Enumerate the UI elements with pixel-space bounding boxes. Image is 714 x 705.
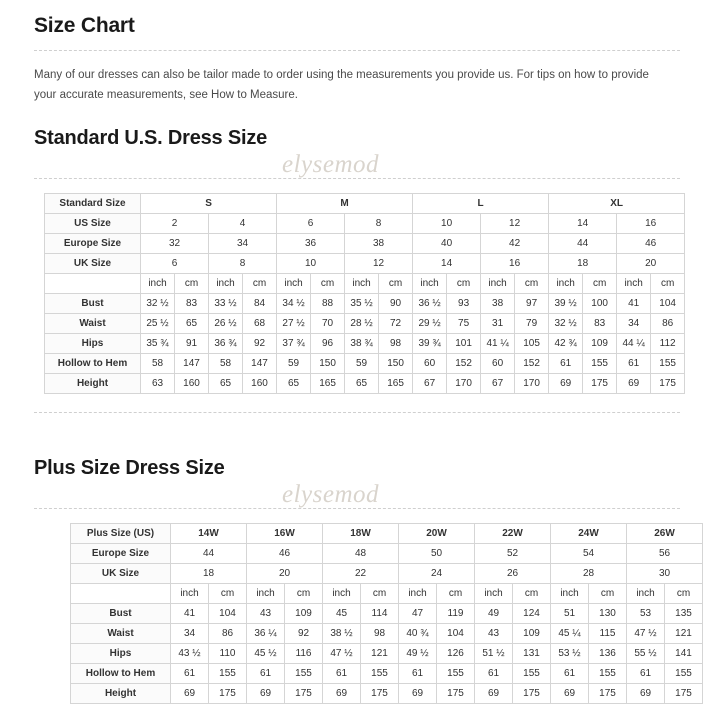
- cell: 29 ½: [413, 314, 447, 334]
- cell: 115: [589, 624, 627, 644]
- plus-size-20w: 20W: [399, 524, 475, 544]
- cell: 38: [481, 294, 515, 314]
- cell: 43: [247, 604, 285, 624]
- row-label: UK Size: [45, 254, 141, 274]
- cell: 14: [549, 214, 617, 234]
- cell: 147: [243, 354, 277, 374]
- cell: 155: [589, 664, 627, 684]
- cell: 126: [437, 644, 475, 664]
- row-label: Height: [71, 684, 171, 704]
- cell: 58: [209, 354, 243, 374]
- cell: 38 ¾: [345, 334, 379, 354]
- table-row: [71, 544, 703, 564]
- cell: 112: [651, 334, 685, 354]
- cell: 40: [413, 234, 481, 254]
- cell: 53 ½: [551, 644, 589, 664]
- cell: 34: [171, 624, 209, 644]
- group-l: L: [413, 194, 549, 214]
- table-row: [45, 334, 685, 354]
- cell: 83: [175, 294, 209, 314]
- table-row-units: [45, 274, 685, 294]
- row-label: Bust: [45, 294, 141, 314]
- cell: 86: [651, 314, 685, 334]
- cell: 110: [209, 644, 247, 664]
- cell: 25 ½: [141, 314, 175, 334]
- cell: 130: [589, 604, 627, 624]
- table-row: [45, 234, 685, 254]
- table-row: [71, 684, 703, 704]
- cell: 12: [481, 214, 549, 234]
- cell: 49: [475, 604, 513, 624]
- table-row: [45, 374, 685, 394]
- cell: 42: [481, 234, 549, 254]
- cell: 65: [345, 374, 379, 394]
- cell: 10: [413, 214, 481, 234]
- cell: 105: [515, 334, 549, 354]
- standard-size-section: [34, 127, 680, 413]
- cell: 131: [513, 644, 551, 664]
- cell: 160: [175, 374, 209, 394]
- unit-cell: cm: [209, 584, 247, 604]
- cell: 35 ½: [345, 294, 379, 314]
- row-label: Hips: [45, 334, 141, 354]
- plus-header-label: Plus Size (US): [71, 524, 171, 544]
- plus-size-14w: 14W: [171, 524, 247, 544]
- table-row: [45, 214, 685, 234]
- cell: 69: [617, 374, 651, 394]
- cell: 18: [171, 564, 247, 584]
- cell: 165: [311, 374, 345, 394]
- cell: 58: [141, 354, 175, 374]
- table-row-sizes: [71, 524, 703, 544]
- cell: 36: [277, 234, 345, 254]
- cell: 100: [583, 294, 617, 314]
- group-s: S: [141, 194, 277, 214]
- cell: 90: [379, 294, 413, 314]
- unit-cell: inch: [323, 584, 361, 604]
- standard-size-table: [44, 193, 685, 394]
- cell: 55 ½: [627, 644, 665, 664]
- cell: 155: [437, 664, 475, 684]
- cell: 96: [311, 334, 345, 354]
- cell: 114: [361, 604, 399, 624]
- table-row: [45, 314, 685, 334]
- plus-size-24w: 24W: [551, 524, 627, 544]
- cell: 152: [447, 354, 481, 374]
- unit-cell: cm: [175, 274, 209, 294]
- unit-cell: inch: [549, 274, 583, 294]
- cell: 124: [513, 604, 551, 624]
- standard-bottom-divider: [34, 412, 680, 413]
- row-label: Europe Size: [71, 544, 171, 564]
- cell: 116: [285, 644, 323, 664]
- cell: 63: [141, 374, 175, 394]
- cell: 16: [481, 254, 549, 274]
- cell: 135: [665, 604, 703, 624]
- cell: 26 ½: [209, 314, 243, 334]
- table-row: [45, 294, 685, 314]
- cell: 41: [617, 294, 651, 314]
- cell: 170: [515, 374, 549, 394]
- cell: 147: [175, 354, 209, 374]
- cell: 43 ½: [171, 644, 209, 664]
- cell: 175: [589, 684, 627, 704]
- unit-cell: cm: [379, 274, 413, 294]
- plus-size-22w: 22W: [475, 524, 551, 544]
- cell: 98: [361, 624, 399, 644]
- cell: 44: [171, 544, 247, 564]
- cell: 65: [277, 374, 311, 394]
- row-label: Hips: [71, 644, 171, 664]
- cell: 61: [247, 664, 285, 684]
- cell: 155: [513, 664, 551, 684]
- cell: 6: [141, 254, 209, 274]
- cell: 36 ¾: [209, 334, 243, 354]
- cell: 69: [549, 374, 583, 394]
- row-label: Hollow to Hem: [71, 664, 171, 684]
- cell: 33 ½: [209, 294, 243, 314]
- cell: 104: [437, 624, 475, 644]
- cell: 61: [171, 664, 209, 684]
- cell: 155: [361, 664, 399, 684]
- cell: 92: [243, 334, 277, 354]
- cell: 109: [513, 624, 551, 644]
- cell: 69: [323, 684, 361, 704]
- cell: 43: [475, 624, 513, 644]
- plus-size-table: [70, 523, 703, 704]
- cell: 61: [627, 664, 665, 684]
- cell: 51: [551, 604, 589, 624]
- row-label: Height: [45, 374, 141, 394]
- row-label: Waist: [71, 624, 171, 644]
- cell: 24: [399, 564, 475, 584]
- table-row: [71, 644, 703, 664]
- cell: 121: [665, 624, 703, 644]
- unit-cell: inch: [617, 274, 651, 294]
- cell: 155: [665, 664, 703, 684]
- unit-cell: cm: [651, 274, 685, 294]
- cell: 61: [551, 664, 589, 684]
- cell: 18: [549, 254, 617, 274]
- cell: 39 ¾: [413, 334, 447, 354]
- cell: 46: [247, 544, 323, 564]
- unit-cell: cm: [243, 274, 277, 294]
- standard-divider: [34, 178, 680, 179]
- cell: 152: [515, 354, 549, 374]
- unit-cell: inch: [481, 274, 515, 294]
- cell: 165: [379, 374, 413, 394]
- cell: 175: [583, 374, 617, 394]
- standard-section-heading: Standard U.S. Dress Size: [34, 127, 268, 150]
- unit-cell: inch: [141, 274, 175, 294]
- standard-header-label: Standard Size: [45, 194, 141, 214]
- table-row: [71, 664, 703, 684]
- cell: 175: [513, 684, 551, 704]
- cell: 160: [243, 374, 277, 394]
- unit-cell: inch: [475, 584, 513, 604]
- cell: 119: [437, 604, 475, 624]
- cell: 61: [323, 664, 361, 684]
- table-row: [45, 254, 685, 274]
- cell: 44: [549, 234, 617, 254]
- cell: 86: [209, 624, 247, 644]
- cell: 69: [551, 684, 589, 704]
- cell: 98: [379, 334, 413, 354]
- table-row-units: [71, 584, 703, 604]
- cell: 30: [627, 564, 703, 584]
- cell: 67: [481, 374, 515, 394]
- unit-cell: cm: [589, 584, 627, 604]
- unit-cell: inch: [345, 274, 379, 294]
- cell: 14: [413, 254, 481, 274]
- title-divider: [34, 50, 680, 51]
- watermark-standard: elysemod: [282, 151, 380, 179]
- cell: 136: [589, 644, 627, 664]
- cell: 22: [323, 564, 399, 584]
- unit-cell: cm: [665, 584, 703, 604]
- cell: 8: [345, 214, 413, 234]
- cell: 97: [515, 294, 549, 314]
- unit-cell: cm: [311, 274, 345, 294]
- cell: 65: [209, 374, 243, 394]
- cell: 61: [399, 664, 437, 684]
- cell: 39 ½: [549, 294, 583, 314]
- cell: 20: [617, 254, 685, 274]
- unit-cell: cm: [583, 274, 617, 294]
- cell: 36 ½: [413, 294, 447, 314]
- group-xl: XL: [549, 194, 685, 214]
- cell: 16: [617, 214, 685, 234]
- plus-size-26w: 26W: [627, 524, 703, 544]
- unit-cell: cm: [437, 584, 475, 604]
- cell: 38: [345, 234, 413, 254]
- table-row: [71, 564, 703, 584]
- cell: 45: [323, 604, 361, 624]
- unit-cell: cm: [447, 274, 481, 294]
- row-label: Europe Size: [45, 234, 141, 254]
- plus-size-section: [34, 457, 692, 704]
- blank-cell: [45, 274, 141, 294]
- cell: 34: [617, 314, 651, 334]
- cell: 56: [627, 544, 703, 564]
- cell: 49 ½: [399, 644, 437, 664]
- cell: 46: [617, 234, 685, 254]
- unit-cell: inch: [551, 584, 589, 604]
- cell: 141: [665, 644, 703, 664]
- cell: 70: [311, 314, 345, 334]
- cell: 41: [171, 604, 209, 624]
- cell: 53: [627, 604, 665, 624]
- unit-cell: inch: [399, 584, 437, 604]
- cell: 109: [583, 334, 617, 354]
- cell: 61: [475, 664, 513, 684]
- cell: 38 ½: [323, 624, 361, 644]
- cell: 175: [209, 684, 247, 704]
- cell: 34 ½: [277, 294, 311, 314]
- cell: 155: [209, 664, 247, 684]
- cell: 84: [243, 294, 277, 314]
- cell: 4: [209, 214, 277, 234]
- cell: 69: [627, 684, 665, 704]
- row-label: Bust: [71, 604, 171, 624]
- cell: 175: [361, 684, 399, 704]
- cell: 27 ½: [277, 314, 311, 334]
- cell: 175: [285, 684, 323, 704]
- cell: 121: [361, 644, 399, 664]
- cell: 155: [651, 354, 685, 374]
- row-label: US Size: [45, 214, 141, 234]
- cell: 69: [399, 684, 437, 704]
- cell: 59: [277, 354, 311, 374]
- unit-cell: cm: [513, 584, 551, 604]
- cell: 65: [175, 314, 209, 334]
- cell: 75: [447, 314, 481, 334]
- table-row: [45, 354, 685, 374]
- cell: 8: [209, 254, 277, 274]
- unit-cell: inch: [171, 584, 209, 604]
- unit-cell: inch: [413, 274, 447, 294]
- row-label: Hollow to Hem: [45, 354, 141, 374]
- cell: 51 ½: [475, 644, 513, 664]
- watermark-plus: elysemod: [282, 481, 380, 509]
- cell: 60: [481, 354, 515, 374]
- unit-cell: cm: [515, 274, 549, 294]
- table-row: [71, 624, 703, 644]
- cell: 10: [277, 254, 345, 274]
- cell: 104: [209, 604, 247, 624]
- plus-size-18w: 18W: [323, 524, 399, 544]
- cell: 59: [345, 354, 379, 374]
- cell: 69: [171, 684, 209, 704]
- cell: 28: [551, 564, 627, 584]
- cell: 61: [549, 354, 583, 374]
- cell: 101: [447, 334, 481, 354]
- cell: 47: [399, 604, 437, 624]
- cell: 60: [413, 354, 447, 374]
- cell: 35 ¾: [141, 334, 175, 354]
- group-m: M: [277, 194, 413, 214]
- cell: 44 ¼: [617, 334, 651, 354]
- cell: 68: [243, 314, 277, 334]
- cell: 69: [475, 684, 513, 704]
- cell: 36 ¼: [247, 624, 285, 644]
- row-label: UK Size: [71, 564, 171, 584]
- cell: 32 ½: [141, 294, 175, 314]
- cell: 45 ¼: [551, 624, 589, 644]
- page-title: Size Chart: [34, 14, 135, 37]
- cell: 28 ½: [345, 314, 379, 334]
- cell: 52: [475, 544, 551, 564]
- cell: 50: [399, 544, 475, 564]
- cell: 47 ½: [323, 644, 361, 664]
- row-label: Waist: [45, 314, 141, 334]
- unit-cell: cm: [285, 584, 323, 604]
- cell: 47 ½: [627, 624, 665, 644]
- cell: 54: [551, 544, 627, 564]
- cell: 170: [447, 374, 481, 394]
- cell: 83: [583, 314, 617, 334]
- plus-size-16w: 16W: [247, 524, 323, 544]
- cell: 155: [583, 354, 617, 374]
- plus-section-heading: Plus Size Dress Size: [34, 457, 225, 480]
- cell: 175: [665, 684, 703, 704]
- intro-text: Many of our dresses can also be tailor made to order using the measurements you provide us. For tips on how to provide your accurate measurements, see How to Measure.: [34, 69, 649, 102]
- cell: 69: [247, 684, 285, 704]
- cell: 67: [413, 374, 447, 394]
- table-row-groups: [45, 194, 685, 214]
- cell: 31: [481, 314, 515, 334]
- unit-cell: inch: [209, 274, 243, 294]
- cell: 61: [617, 354, 651, 374]
- cell: 32: [141, 234, 209, 254]
- cell: 40 ¾: [399, 624, 437, 644]
- cell: 93: [447, 294, 481, 314]
- cell: 2: [141, 214, 209, 234]
- cell: 34: [209, 234, 277, 254]
- cell: 150: [311, 354, 345, 374]
- cell: 88: [311, 294, 345, 314]
- cell: 26: [475, 564, 551, 584]
- unit-cell: cm: [361, 584, 399, 604]
- table-row: [71, 604, 703, 624]
- cell: 20: [247, 564, 323, 584]
- cell: 45 ½: [247, 644, 285, 664]
- blank-cell: [71, 584, 171, 604]
- cell: 175: [437, 684, 475, 704]
- unit-cell: inch: [277, 274, 311, 294]
- cell: 155: [285, 664, 323, 684]
- plus-divider: [34, 508, 680, 509]
- cell: 48: [323, 544, 399, 564]
- cell: 42 ¾: [549, 334, 583, 354]
- cell: 41 ¼: [481, 334, 515, 354]
- unit-cell: inch: [247, 584, 285, 604]
- cell: 91: [175, 334, 209, 354]
- cell: 92: [285, 624, 323, 644]
- unit-cell: inch: [627, 584, 665, 604]
- cell: 175: [651, 374, 685, 394]
- cell: 109: [285, 604, 323, 624]
- cell: 104: [651, 294, 685, 314]
- cell: 12: [345, 254, 413, 274]
- cell: 79: [515, 314, 549, 334]
- cell: 6: [277, 214, 345, 234]
- cell: 32 ½: [549, 314, 583, 334]
- cell: 37 ¾: [277, 334, 311, 354]
- cell: 150: [379, 354, 413, 374]
- cell: 72: [379, 314, 413, 334]
